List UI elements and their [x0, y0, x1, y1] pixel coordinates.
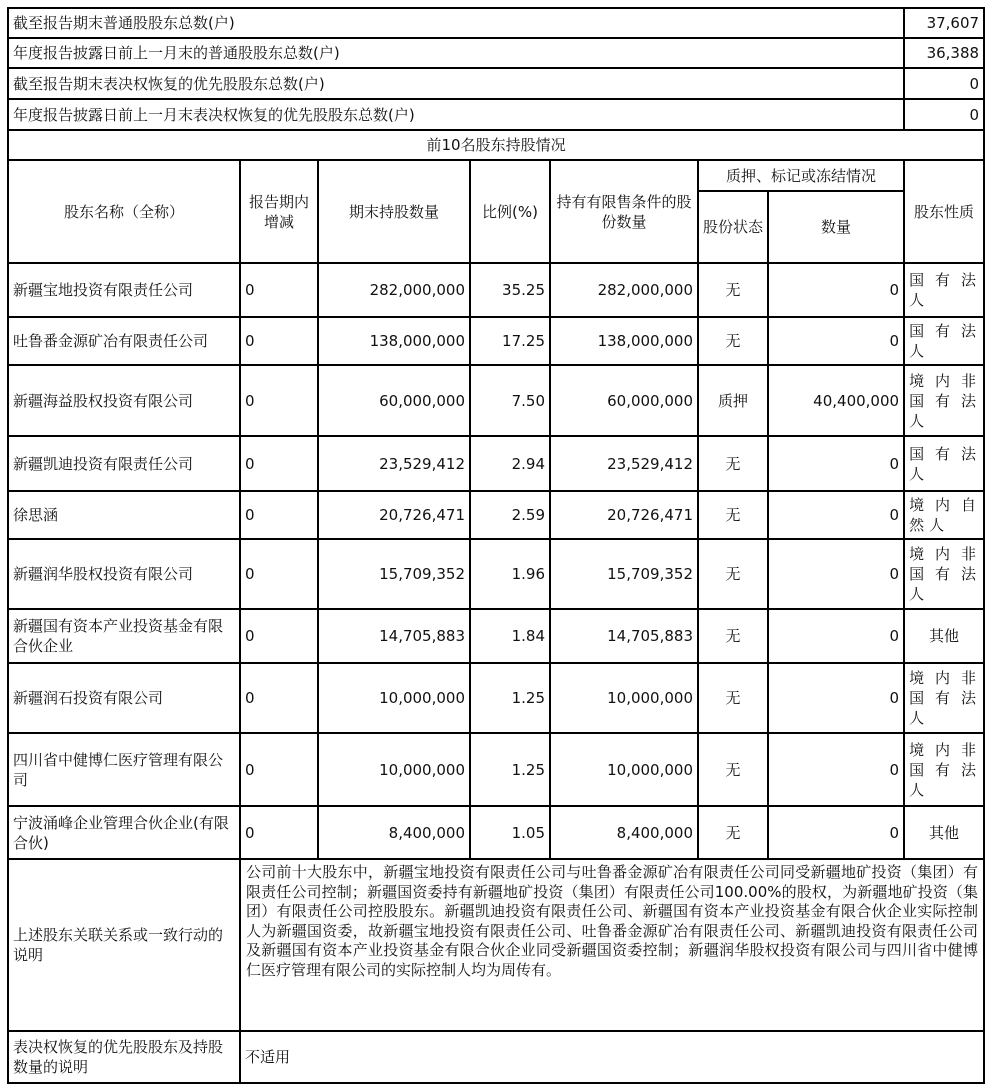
cell-shares: 138,000,000 — [318, 317, 470, 365]
relation-label: 上述股东关联关系或一致行动的说明 — [8, 859, 240, 1031]
header-name: 股东名称（全称） — [8, 160, 240, 263]
cell-nature: 其他 — [904, 806, 984, 859]
cell-restricted: 10,000,000 — [550, 663, 698, 733]
cell-name: 新疆润石投资有限公司 — [8, 663, 240, 733]
cell-ratio: 1.25 — [470, 663, 550, 733]
table-row — [8, 539, 984, 609]
cell-name: 新疆润华股权投资有限公司 — [8, 539, 240, 609]
cell-status: 无 — [698, 609, 768, 663]
cell-restricted: 8,400,000 — [550, 806, 698, 859]
cell-nature: 其他 — [904, 609, 984, 663]
cell-name: 四川省中健博仁医疗管理有限公司 — [8, 733, 240, 806]
cell-qty: 0 — [768, 539, 904, 609]
header-pledge-group: 质押、标记或冻结情况 — [698, 160, 904, 191]
cell-nature: 境内自然人 — [904, 491, 984, 539]
cell-nature: 境内非国有法人 — [904, 733, 984, 806]
cell-name: 新疆凯迪投资有限责任公司 — [8, 436, 240, 491]
cell-change: 0 — [240, 663, 318, 733]
header-pledge-status: 股份状态 — [698, 191, 768, 263]
table-row — [8, 806, 984, 859]
cell-status: 无 — [698, 663, 768, 733]
cell-name: 宁波涌峰企业管理合伙企业(有限合伙) — [8, 806, 240, 859]
cell-status: 无 — [698, 491, 768, 539]
cell-shares: 10,000,000 — [318, 733, 470, 806]
cell-status: 无 — [698, 806, 768, 859]
cell-name: 徐思涵 — [8, 491, 240, 539]
cell-shares: 10,000,000 — [318, 663, 470, 733]
cell-ratio: 1.25 — [470, 733, 550, 806]
cell-status: 无 — [698, 436, 768, 491]
cell-change: 0 — [240, 609, 318, 663]
summary-value: 37,607 — [904, 8, 984, 38]
cell-ratio: 17.25 — [470, 317, 550, 365]
cell-restricted: 15,709,352 — [550, 539, 698, 609]
header-shares: 期末持股数量 — [318, 160, 470, 263]
shareholder-table — [7, 7, 985, 1084]
cell-change: 0 — [240, 806, 318, 859]
cell-shares: 8,400,000 — [318, 806, 470, 859]
cell-status: 无 — [698, 733, 768, 806]
table-row — [8, 609, 984, 663]
cell-nature: 国有法人 — [904, 317, 984, 365]
summary-row — [8, 8, 984, 38]
table-row — [8, 436, 984, 491]
cell-restricted: 10,000,000 — [550, 733, 698, 806]
cell-status: 无 — [698, 317, 768, 365]
cell-status: 无 — [698, 263, 768, 317]
table-row — [8, 317, 984, 365]
cell-qty: 0 — [768, 663, 904, 733]
cell-nature: 境内非国有法人 — [904, 365, 984, 436]
cell-nature: 国有法人 — [904, 436, 984, 491]
table-row — [8, 263, 984, 317]
cell-restricted: 282,000,000 — [550, 263, 698, 317]
cell-restricted: 60,000,000 — [550, 365, 698, 436]
summary-row — [8, 99, 984, 130]
cell-shares: 14,705,883 — [318, 609, 470, 663]
cell-ratio: 35.25 — [470, 263, 550, 317]
cell-ratio: 2.59 — [470, 491, 550, 539]
summary-row — [8, 68, 984, 99]
cell-shares: 20,726,471 — [318, 491, 470, 539]
cell-ratio: 1.05 — [470, 806, 550, 859]
cell-qty: 40,400,000 — [768, 365, 904, 436]
cell-nature: 境内非国有法人 — [904, 539, 984, 609]
cell-shares: 23,529,412 — [318, 436, 470, 491]
table-row — [8, 663, 984, 733]
preferred-text: 不适用 — [240, 1031, 984, 1083]
cell-shares: 282,000,000 — [318, 263, 470, 317]
header-change: 报告期内增减 — [240, 160, 318, 263]
cell-change: 0 — [240, 491, 318, 539]
cell-restricted: 14,705,883 — [550, 609, 698, 663]
cell-name: 新疆海益股权投资有限公司 — [8, 365, 240, 436]
table-row — [8, 491, 984, 539]
section-title: 前10名股东持股情况 — [8, 130, 984, 160]
summary-value: 36,388 — [904, 38, 984, 68]
summary-value: 0 — [904, 68, 984, 99]
cell-nature: 境内非国有法人 — [904, 663, 984, 733]
cell-change: 0 — [240, 436, 318, 491]
summary-value: 0 — [904, 99, 984, 130]
cell-qty: 0 — [768, 733, 904, 806]
summary-label: 年度报告披露日前上一月末表决权恢复的优先股股东总数(户) — [8, 99, 904, 130]
summary-label: 截至报告期末表决权恢复的优先股股东总数(户) — [8, 68, 904, 99]
cell-shares: 15,709,352 — [318, 539, 470, 609]
relation-text: 公司前十大股东中，新疆宝地投资有限责任公司与吐鲁番金源矿冶有限责任公司同受新疆地矿投资（集团）有限责任公司控制；新疆国资委持有新疆地矿投资（集团）有限责任公司100.00%的股权，为新疆地矿投资（集团）有限责任公司控股股东。新疆凯迪投资有限责任公司、新疆国有资本产业投资基金有限合伙企业实际控制人为新疆国资委，故新疆宝地投资有限责任公司、吐鲁番金源矿冶有限责任公司、新疆凯迪投资有限责任公司及新疆国有资本产业投资基金有限合伙企业同受新疆国资委控制；新疆润华股权投资有限公司与四川省中健博仁医疗管理有限公司的实际控制人均为周传有。 — [240, 859, 984, 1031]
table-row — [8, 733, 984, 806]
cell-restricted: 20,726,471 — [550, 491, 698, 539]
cell-change: 0 — [240, 317, 318, 365]
cell-ratio: 1.96 — [470, 539, 550, 609]
cell-qty: 0 — [768, 317, 904, 365]
cell-name: 新疆国有资本产业投资基金有限合伙企业 — [8, 609, 240, 663]
cell-shares: 60,000,000 — [318, 365, 470, 436]
preferred-label: 表决权恢复的优先股股东及持股数量的说明 — [8, 1031, 240, 1083]
header-ratio: 比例(%) — [470, 160, 550, 263]
cell-qty: 0 — [768, 806, 904, 859]
cell-restricted: 138,000,000 — [550, 317, 698, 365]
cell-ratio: 7.50 — [470, 365, 550, 436]
cell-qty: 0 — [768, 436, 904, 491]
cell-nature: 国有法人 — [904, 263, 984, 317]
cell-change: 0 — [240, 365, 318, 436]
header-nature: 股东性质 — [904, 160, 984, 263]
summary-label: 年度报告披露日前上一月末的普通股股东总数(户) — [8, 38, 904, 68]
cell-qty: 0 — [768, 609, 904, 663]
cell-ratio: 2.94 — [470, 436, 550, 491]
summary-row — [8, 38, 984, 68]
cell-change: 0 — [240, 539, 318, 609]
cell-qty: 0 — [768, 491, 904, 539]
table-row — [8, 365, 984, 436]
cell-change: 0 — [240, 733, 318, 806]
cell-restricted: 23,529,412 — [550, 436, 698, 491]
cell-qty: 0 — [768, 263, 904, 317]
cell-ratio: 1.84 — [470, 609, 550, 663]
cell-change: 0 — [240, 263, 318, 317]
cell-name: 新疆宝地投资有限责任公司 — [8, 263, 240, 317]
cell-name: 吐鲁番金源矿冶有限责任公司 — [8, 317, 240, 365]
cell-status: 无 — [698, 539, 768, 609]
header-restricted: 持有有限售条件的股份数量 — [550, 160, 698, 263]
summary-label: 截至报告期末普通股股东总数(户) — [8, 8, 904, 38]
header-pledge-qty: 数量 — [768, 191, 904, 263]
cell-status: 质押 — [698, 365, 768, 436]
